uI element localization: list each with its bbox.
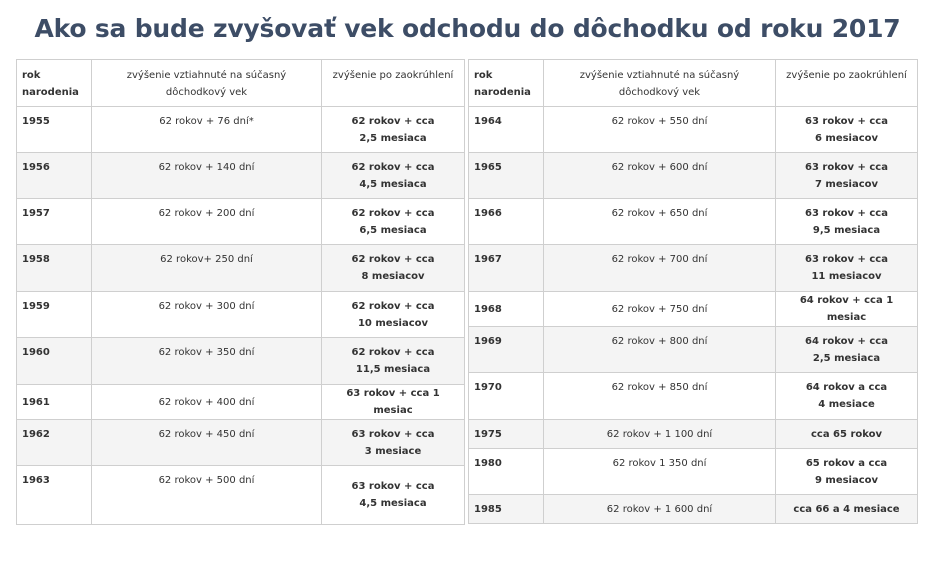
rounded-cell <box>776 199 918 245</box>
birth-year-cell: 1968 <box>469 292 544 327</box>
rounded-cell <box>322 199 465 245</box>
birth-year-cell: 1975 <box>469 420 544 449</box>
rounded-cell <box>776 373 918 420</box>
table-row <box>17 292 465 338</box>
rounded-line: 4,5 mesiaca <box>359 498 427 509</box>
rounded-line: 6,5 mesiaca <box>359 224 427 236</box>
birth-year-cell: 1963 <box>17 466 92 525</box>
increase-cell: 62 rokov + 1 600 dní <box>544 495 776 524</box>
increase-cell: 62 rokov + 200 dní <box>92 199 322 245</box>
rounded-line: 62 rokov + cca <box>351 300 435 312</box>
increase-cell: 62 rokov + 550 dní <box>544 107 776 153</box>
rounded-cell <box>776 153 918 199</box>
increase-cell: 62 rokov + 650 dní <box>544 199 776 245</box>
increase-cell: 62 rokov + 850 dní <box>544 373 776 420</box>
increase-cell: 62 rokov + 350 dní <box>92 338 322 385</box>
birth-year-cell: 1955 <box>17 107 92 153</box>
table-row <box>17 107 465 153</box>
birth-year-cell: 1961 <box>17 385 92 420</box>
birth-year-cell: 1969 <box>469 327 544 373</box>
rounded-line: 2,5 mesiaca <box>359 132 427 144</box>
birth-year-cell: 1965 <box>469 153 544 199</box>
table-row <box>17 466 465 525</box>
rounded-line: 63 rokov + cca 1 mesiac <box>346 388 440 416</box>
birth-year-cell: 1970 <box>469 373 544 420</box>
rounded-line: 62 rokov + cca <box>351 207 435 219</box>
retirement-table-left <box>16 59 465 525</box>
rounded-line: 64 rokov a cca <box>805 382 888 393</box>
increase-cell: 62 rokov + 300 dní <box>92 292 322 338</box>
increase-cell: 62 rokov + 500 dní <box>92 466 322 525</box>
rounded-line: 62 rokov + cca <box>351 347 435 358</box>
rounded-line: 63 rokov + cca <box>805 161 888 173</box>
rounded-line: 64 rokov + cca <box>805 335 888 347</box>
header-increase: zvýšenie vztiahnuté na súčasný dôchodkový vek <box>92 60 322 107</box>
birth-year-cell: 1985 <box>469 495 544 524</box>
birth-year-cell: 1967 <box>469 245 544 292</box>
rounded-cell <box>322 107 465 153</box>
page-title: Ako sa bude zvyšovať vek odchodu do dôchodku od roku 2017 <box>34 14 901 43</box>
increase-cell: 62 rokov+ 250 dní <box>92 245 322 292</box>
increase-cell: 62 rokov + 1 100 dní <box>544 420 776 449</box>
table-row <box>469 245 918 292</box>
rounded-line: 8 mesiacov <box>361 271 425 282</box>
rounded-line: 63 rokov + cca <box>805 207 888 219</box>
table-row <box>17 385 465 420</box>
table-row <box>469 373 918 420</box>
table-row <box>469 199 918 245</box>
header-rounded: zvýšenie po zaokrúhlení <box>776 60 918 107</box>
birth-year-cell: 1964 <box>469 107 544 153</box>
rounded-line: 63 rokov + cca <box>351 428 435 440</box>
rounded-line: 63 rokov + cca <box>805 115 888 127</box>
increase-cell: 62 rokov + 450 dní <box>92 420 322 466</box>
rounded-line: 4 mesiace <box>818 399 875 410</box>
birth-year-cell: 1966 <box>469 199 544 245</box>
rounded-cell <box>776 449 918 495</box>
rounded-line: 62 rokov + cca <box>351 115 435 127</box>
table-row <box>469 153 918 199</box>
birth-year-cell: 1958 <box>17 245 92 292</box>
retirement-table-right <box>468 59 918 524</box>
rounded-line: cca 65 rokov <box>810 428 883 440</box>
rounded-cell <box>322 292 465 338</box>
rounded-line: 64 rokov + cca 1 mesiac <box>799 295 894 323</box>
rounded-line: 2,5 mesiaca <box>812 352 881 364</box>
rounded-line: 62 rokov + cca <box>351 254 435 265</box>
birth-year-cell: 1960 <box>17 338 92 385</box>
rounded-cell <box>776 495 918 524</box>
rounded-line: 6 mesiacov <box>814 132 879 144</box>
rounded-cell <box>322 153 465 199</box>
table-row <box>17 153 465 199</box>
rounded-line: 10 mesiacov <box>357 317 429 329</box>
rounded-cell <box>776 245 918 292</box>
table-row <box>469 292 918 327</box>
table-row <box>469 449 918 495</box>
rounded-line: 63 rokov + cca <box>351 481 435 492</box>
table-row <box>17 338 465 385</box>
increase-cell: 62 rokov + 750 dní <box>544 292 776 327</box>
header-birth-year: rok narodenia <box>17 60 92 107</box>
rounded-cell <box>776 292 918 327</box>
rounded-cell <box>776 107 918 153</box>
birth-year-cell: 1956 <box>17 153 92 199</box>
increase-cell: 62 rokov + 700 dní <box>544 245 776 292</box>
table-row <box>469 107 918 153</box>
rounded-line: 63 rokov + cca <box>805 254 888 265</box>
rounded-line: 9,5 mesiaca <box>812 224 881 236</box>
birth-year-cell: 1962 <box>17 420 92 466</box>
birth-year-cell: 1980 <box>469 449 544 495</box>
header-rounded: zvýšenie po zaokrúhlení <box>322 60 465 107</box>
rounded-cell <box>776 420 918 449</box>
increase-cell: 62 rokov 1 350 dní <box>544 449 776 495</box>
header-increase: zvýšenie vztiahnuté na súčasný dôchodkový vek <box>544 60 776 107</box>
birth-year-cell: 1959 <box>17 292 92 338</box>
increase-cell: 62 rokov + 76 dní* <box>92 107 322 153</box>
rounded-line: 62 rokov + cca <box>351 161 435 173</box>
rounded-line: 3 mesiace <box>364 445 422 457</box>
increase-cell: 62 rokov + 600 dní <box>544 153 776 199</box>
table-row <box>469 420 918 449</box>
rounded-line: 65 rokov a cca <box>805 457 888 469</box>
increase-cell: 62 rokov + 400 dní <box>92 385 322 420</box>
increase-cell: 62 rokov + 140 dní <box>92 153 322 199</box>
rounded-cell <box>322 420 465 466</box>
table-row <box>17 420 465 466</box>
table-header-row <box>469 60 918 107</box>
table-row <box>17 245 465 292</box>
table-header-row <box>17 60 465 107</box>
increase-cell: 62 rokov + 800 dní <box>544 327 776 373</box>
birth-year-cell: 1957 <box>17 199 92 245</box>
rounded-cell <box>322 385 465 420</box>
rounded-line: 7 mesiacov <box>814 178 879 190</box>
header-birth-year: rok narodenia <box>469 60 544 107</box>
rounded-cell <box>776 327 918 373</box>
rounded-cell <box>322 338 465 385</box>
rounded-cell <box>322 245 465 292</box>
rounded-line: 11 mesiacov <box>811 271 882 282</box>
table-row <box>469 495 918 524</box>
rounded-line: cca 66 a 4 mesiace <box>793 503 900 515</box>
rounded-cell <box>322 466 465 525</box>
table-row <box>17 199 465 245</box>
table-row <box>469 327 918 373</box>
rounded-line: 9 mesiacov <box>814 474 879 486</box>
rounded-line: 11,5 mesiaca <box>355 364 431 375</box>
rounded-line: 4,5 mesiaca <box>359 178 427 190</box>
